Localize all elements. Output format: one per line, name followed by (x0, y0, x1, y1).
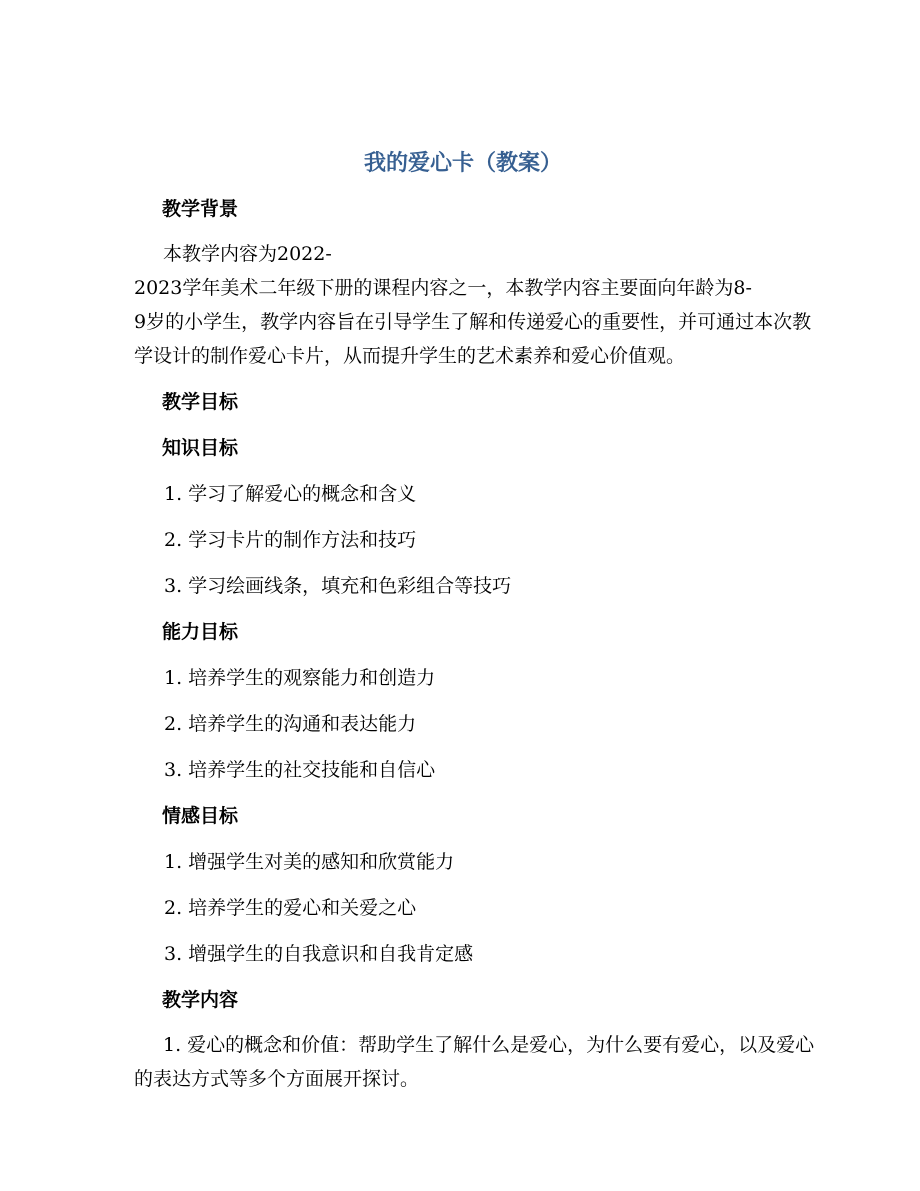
section-heading-ability-goals: 能力目标 (162, 621, 239, 643)
section-heading-teaching-content: 教学内容 (162, 989, 239, 1011)
section-heading-teaching-background: 教学背景 (162, 198, 239, 220)
paragraph-line: 2023学年美术二年级下册的课程内容之一，本教学内容主要面向年龄为8- (134, 277, 752, 299)
document-title: 我的爱心卡（教案） (363, 150, 562, 176)
list-item: 1. 培养学生的观察能力和创造力 (164, 667, 436, 689)
list-item: 2. 学习卡片的制作方法和技巧 (164, 529, 417, 551)
list-item: 3. 学习绘画线条，填充和色彩组合等技巧 (164, 575, 512, 597)
section-heading-knowledge-goals: 知识目标 (162, 437, 239, 459)
paragraph-teaching-background (134, 237, 812, 373)
list-item: 1. 增强学生对美的感知和欣赏能力 (164, 851, 455, 873)
list-item: 2. 培养学生的爱心和关爱之心 (164, 897, 417, 919)
section-heading-emotional-goals: 情感目标 (162, 805, 239, 827)
paragraph-line: 的表达方式等多个方面展开探讨。 (134, 1068, 420, 1090)
paragraph-teaching-content (134, 1028, 815, 1096)
list-item: 3. 培养学生的社交技能和自信心 (164, 759, 436, 781)
paragraph-line: 学设计的制作爱心卡片，从而提升学生的艺术素养和爱心价值观。 (134, 345, 686, 367)
paragraph-line: 9岁的小学生，教学内容旨在引导学生了解和传递爱心的重要性，并可通过本次教 (134, 311, 812, 333)
list-item: 1. 学习了解爱心的概念和含义 (164, 483, 417, 505)
paragraph-line: 1. 爱心的概念和价值：帮助学生了解什么是爱心，为什么要有爱心，以及爱心 (163, 1034, 815, 1056)
section-heading-teaching-goals: 教学目标 (162, 391, 239, 413)
paragraph-line: 本教学内容为2022- (163, 243, 332, 265)
list-item: 2. 培养学生的沟通和表达能力 (164, 713, 417, 735)
list-item: 3. 增强学生的自我意识和自我肯定感 (164, 943, 474, 965)
